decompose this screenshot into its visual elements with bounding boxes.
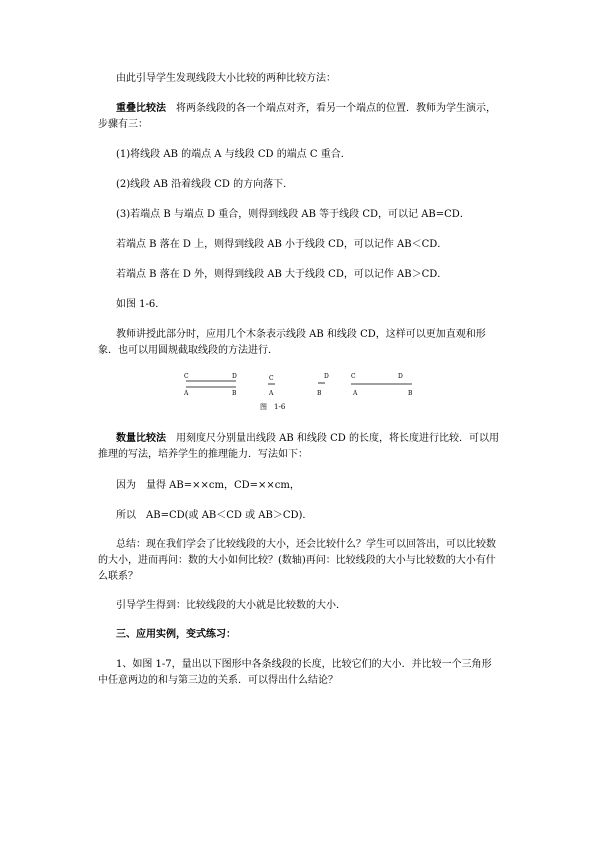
- figure-1-6: [176, 371, 426, 415]
- label-b-4: B: [408, 390, 413, 397]
- label-b-1: B: [232, 390, 237, 397]
- case-greater: 若端点 B 落在 D 外，则得到线段 AB 大于线段 CD，可以记作 AB＞CD．: [116, 269, 448, 280]
- because-line: 因为 量得 AB=××cm，CD=××cm，: [116, 480, 300, 491]
- label-c-4: C: [351, 373, 356, 380]
- label-a-1: A: [184, 390, 189, 397]
- measure-method-paragraph: [98, 431, 500, 463]
- measure-method-text: 用刻度尺分别量出线段 AB 和线段 CD 的长度，将长度进行比较．可以用推理的写法，培养学生的推理能力．写法如下：: [98, 433, 499, 460]
- label-d-3: D: [324, 373, 329, 380]
- label-d-1: D: [232, 373, 237, 380]
- label-a-4: A: [353, 390, 358, 397]
- figure-reference: 如图 1-6．: [116, 299, 166, 310]
- step-1: (1)将线段 AB 的端点 A 与线段 CD 的端点 C 重合．: [116, 149, 351, 160]
- step-2: (2)线段 AB 沿着线段 CD 的方向落下．: [116, 179, 294, 190]
- label-a-2: A: [269, 390, 274, 397]
- teacher-paragraph: 教师讲授此部分时，应用几个木条表示线段 AB 和线段 CD，这样可以更加直观和形象．也可以用圆规截取线段的方法进行．: [98, 329, 486, 356]
- overlap-method-text: 将两条线段的各一个端点对齐，看另一个端点的位置．教师为学生演示，步骤有三：: [98, 103, 496, 130]
- measure-method-label: 数量比较法: [116, 433, 166, 444]
- step-3: (3)若端点 B 与端点 D 重合，则得到线段 AB 等于线段 CD，可以记 AB=CD．: [116, 209, 470, 220]
- so-line: 所以 AB=CD(或 AB＜CD 或 AB＞CD)．: [116, 510, 313, 521]
- section-3-heading: 三、应用实例，变式练习：: [116, 629, 236, 640]
- overlap-method-paragraph: [98, 101, 500, 133]
- summary-paragraph: 总结：现在我们学会了比较线段的大小，还会比较什么？学生可以回答出，可以比较数的大小，进而再问：数的大小如何比较？(数轴)再问：比较线段的大小与比较数的大小有什么联系？: [98, 539, 496, 582]
- label-c-2: C: [269, 375, 274, 382]
- exercise-1: 1、如图 1-7，量出以下图形中各条线段的长度，比较它们的大小．并比较一个三角形中任意两边的和与第三边的关系．可以得出什么结论？: [98, 659, 492, 686]
- figure-caption: 图 1-6: [260, 403, 286, 411]
- label-d-4: D: [398, 373, 403, 380]
- case-less: 若端点 B 落在 D 上，则得到线段 AB 小于线段 CD，可以记作 AB＜CD．: [116, 239, 448, 250]
- guide-paragraph: 引导学生得到：比较线段的大小就是比较数的大小．: [116, 600, 346, 611]
- label-b-3: B: [317, 390, 322, 397]
- overlap-method-label: 重叠比较法: [116, 103, 166, 114]
- label-c-1: C: [184, 373, 189, 380]
- intro-paragraph: 由此引导学生发现线段大小比较的两种比较方法：: [116, 73, 336, 84]
